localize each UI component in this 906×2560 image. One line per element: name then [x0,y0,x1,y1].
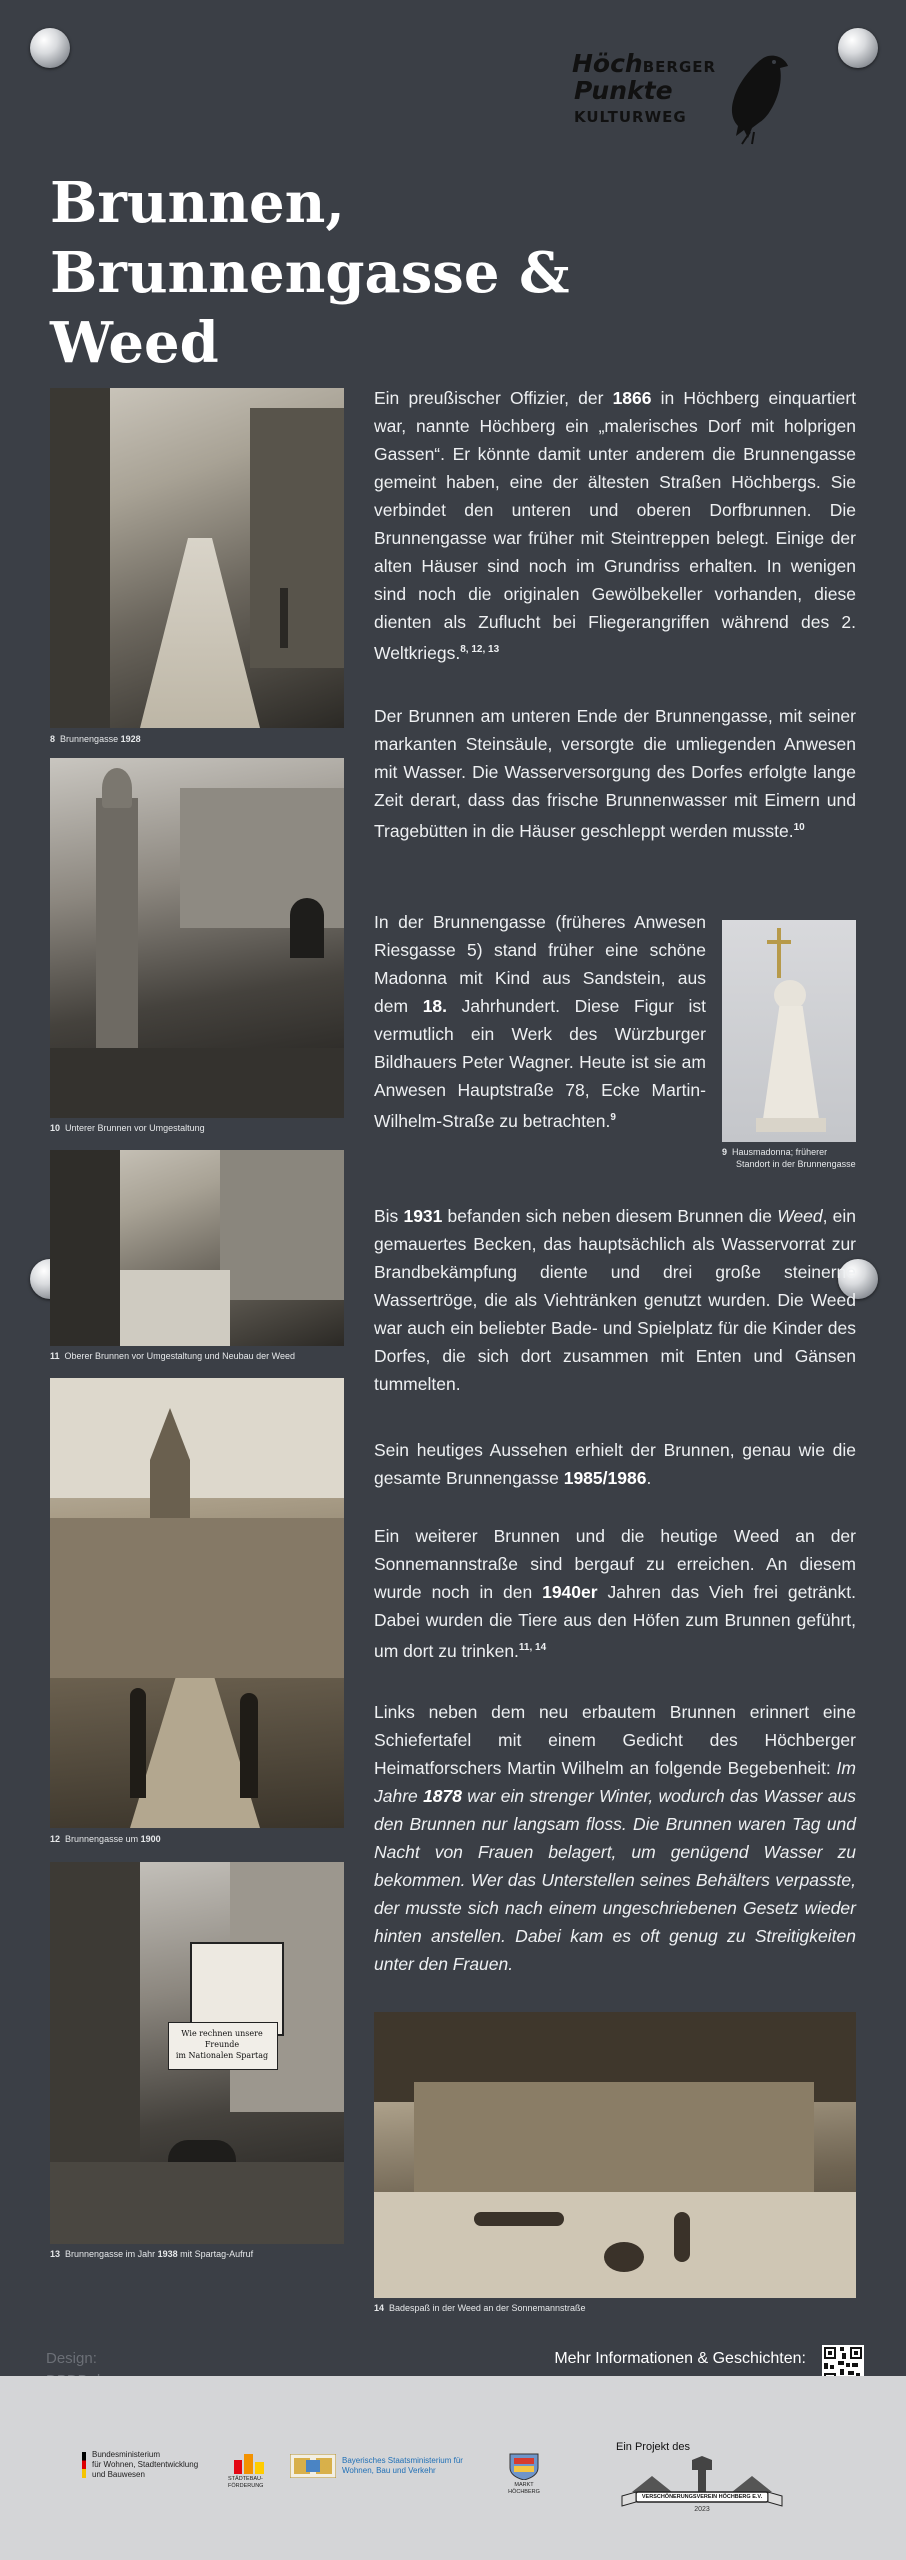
paragraph-7 [374,1698,856,1978]
caption-9 [722,1146,856,1170]
p3-b: Jahrhundert. Diese Figur ist vermutlich ein Werk des Würzburger Bildhauers Peter Wagner. Heute ist sie am Anwesen Hauptstraße 78, Ecke Martin-Wilhelm-Straße zu betrachten. [374,996,706,1131]
p7-italic-2: war ein strenger Winter, wodurch das Wasser aus den Brunnen nur langsam floss. Die Brunnen waren Tag und Nacht von Frauen belagert, um genügend Wasser zu bekommen. Wer das Unterstellen seines Behälters verpasste, der musste sich nach einem ungeschriebenen Gesetz wieder hinten anstellen. Dabei kam es oft genug zu Streitigkeiten unter den Frauen. [374,1786,856,1974]
staedtebaufoerderung-text [228,2476,263,2490]
stf-line2: FÖRDERUNG [228,2483,264,2489]
p6-refs: 11, 14 [518,1642,547,1653]
verein-year: 2023 [694,2506,710,2513]
p1-a: Ein preußischer Offizier, der [374,388,613,408]
caption-8-number: 8 [50,734,56,744]
bmwsb-line1: Bundesministerium [92,2450,161,2459]
p2-text: Der Brunnen am unteren Ende der Brunnengasse, mit seiner markanten Steinsäule, versorgte die umliegenden Anwesen mit Wasser. Die Wasserversorgung des Dorfes erfolgte lange Zeit derart, dass das frische Brunnenwasser mit Eimern und Tragebütten in die Häuser geschleppt werden musste. [374,706,856,841]
caption-9-line1: Hausmadonna; früherer [732,1147,828,1157]
caption-12-year: 1900 [140,1834,161,1844]
project-label: Ein Projekt des [616,2441,690,2453]
bmwsb-logo [82,2452,86,2478]
p4-weed: Weed [777,1206,823,1226]
caption-14-number: 14 [374,2303,385,2313]
photo-hausmadonna [722,920,856,1142]
photo-unterer-brunnen [50,758,344,1118]
paragraph-3 [374,908,706,1135]
caption-12 [50,1833,161,1845]
caption-14-text: Badespaß in der Weed an der Sonnemannstraße [389,2303,586,2313]
sponsor-footer [0,2376,906,2560]
caption-11 [50,1350,295,1362]
caption-13-year: 1938 [157,2249,178,2259]
sign-line1: Wie rechnen unsere Freunde [181,2029,263,2049]
p2-refs: 10 [793,822,805,833]
p1-b: in Höchberg einquartiert war, nannte Höchberg ein „malerisches Dorf mit holprigen Gassen“. Er könnte damit unter anderem die Brunnengasse gemeint haben, eine der ältesten Straßen Höchbergs. Sie verbindet den unteren und oberen Dorfbrunnen. Die Brunnengasse war früher mit Steintreppen belegt. Einige der alten Häuser sind noch im Grundriss erhalten. In wenigen sind noch die originalen Gewölbekeller vorhanden, diese dienten als Zuflucht bei Fliegerangriffen während des 2. Weltkriegs. [374,388,857,663]
caption-13-text2: mit Spartag-Aufruf [177,2249,254,2259]
p4-b: , ein gemauertes Becken, das hauptsächlich als Wasservorrat zur Brandbekämpfung diente und drei große steinerne Wassertröge, die als Viehtränken genutzt wurden. Die Weed war auch ein beliebter Bade- und Spielplatz für die Kinder des Dorfes, die sich dort zusammen mit Enten und Gänsen tummelten. [374,1206,856,1394]
more-info-line1: Mehr Informationen & Geschichten: [554,2350,806,2367]
p7-year: 1878 [423,1786,463,1806]
verein-name: VERSCHÖNERUNGSVEREIN HÖCHBERG E.V. [641,2494,763,2500]
caption-8-year: 1928 [120,734,141,744]
logo-line3: KULTURWEG [574,108,687,126]
photo-brunnengasse-1928 [50,388,344,728]
p3-a: In der Brunnengasse (früheres Anwesen Riesgasse 5) stand früher eine schöne Madonna mit Kind aus Sandstein, aus dem [374,912,706,1016]
caption-11-number: 11 [50,1351,60,1361]
caption-9-number: 9 [722,1147,728,1157]
paragraph-1 [374,384,856,667]
raven-icon [722,48,794,146]
paragraph-6 [374,1522,856,1665]
staedtebaufoerderung-icon [232,2452,268,2474]
photo-brunnengasse-1900 [50,1378,344,1828]
p7-a: Links neben dem neu erbautem Brunnen erinnert eine Schiefertafel mit einem Gedicht des Höchberger Heimatforschers Martin Wilhelm an folgende Begebenheit: [374,1702,856,1778]
bmwsb-line2: für Wohnen, Stadtentwicklung [92,2460,199,2469]
p5-b: . [646,1468,652,1488]
bay-line1: Bayerisches Staatsministerium für [342,2456,463,2465]
sign-text [170,2028,274,2061]
caption-12-number: 12 [50,1834,61,1844]
p3-century: 18. [422,996,448,1016]
caption-13 [50,2248,253,2260]
p1-refs: 8, 12, 13 [460,644,500,655]
p6-b: Jahren das Vieh frei getränkt. Dabei wurden die Tiere aus den Höfen zum Brunnen geführt, um dort zu trinken. [374,1582,856,1661]
sign-line2: im Nationalen Spartag [175,2051,269,2060]
photo-brunnengasse-1938 [50,1862,344,2244]
caption-9-line2: Standort in der Brunnengasse [736,1159,856,1169]
p4-lead: Bis [374,1206,399,1226]
caption-10-text: Unterer Brunnen vor Umgestaltung [65,1123,205,1133]
caption-10 [50,1122,205,1134]
p7-italic-1: Im Jahre [374,1758,856,1806]
bayern-ministry-text [342,2456,463,2476]
paragraph-2 [374,702,856,845]
p6-a: Ein weiterer Brunnen und die heutige Weed an der Sonnemannstraße sind bergauf zu erreichen. An diesem wurde noch in den [374,1526,856,1602]
title-line2: Brunnengasse & Weed [50,240,570,376]
photo-badespass-weed [374,2012,856,2298]
logo-line1: Höch [572,49,643,78]
photo-oberer-brunnen [50,1150,344,1346]
caption-13-text: Brunnengasse im Jahr [65,2249,158,2259]
logo-line2: Punkte [574,76,673,105]
caption-11-text: Oberer Brunnen vor Umgestaltung und Neubau der Weed [64,1351,296,1361]
caption-10-number: 10 [50,1123,61,1133]
bavarian-lions-icon [290,2454,336,2478]
caption-13-number: 13 [50,2249,61,2259]
screw-top-right [838,28,878,68]
title-line1: Brunnen, [50,170,345,236]
caption-14 [374,2302,585,2314]
p5-a: Sein heutiges Aussehen erhielt der Brunnen, genau wie die gesamte Brunnengasse [374,1440,856,1488]
bmwsb-line3: und Bauwesen [92,2470,145,2479]
markt-line2: HÖCHBERG [508,2489,540,2495]
page-title [50,168,750,378]
caption-12-text: Brunnengasse um [65,1834,141,1844]
p4-year: 1931 [403,1206,443,1226]
screw-top-left [30,28,70,68]
markt-hoechberg-text [504,2482,544,2496]
logo-line1b: BERGER [642,58,717,76]
markt-hoechberg-crest-icon [504,2452,544,2480]
caption-8-text: Brunnengasse [60,734,121,744]
p1-year: 1866 [612,388,652,408]
p5-years: 1985/1986 [563,1468,647,1488]
paragraph-4 [374,1202,856,1398]
p4-a: befanden sich neben diesem Brunnen die [442,1206,778,1226]
p3-refs: 9 [610,1112,616,1123]
caption-8 [50,733,141,745]
p6-decade: 1940er [542,1582,598,1602]
paragraph-5 [374,1436,856,1492]
stf-line1: STÄDTEBAU- [228,2476,263,2482]
design-label: Design: [46,2350,97,2367]
bay-line2: Wohnen, Bau und Verkehr [342,2466,436,2475]
bmwsb-text [92,2450,198,2480]
markt-line1: MARKT [514,2482,534,2488]
